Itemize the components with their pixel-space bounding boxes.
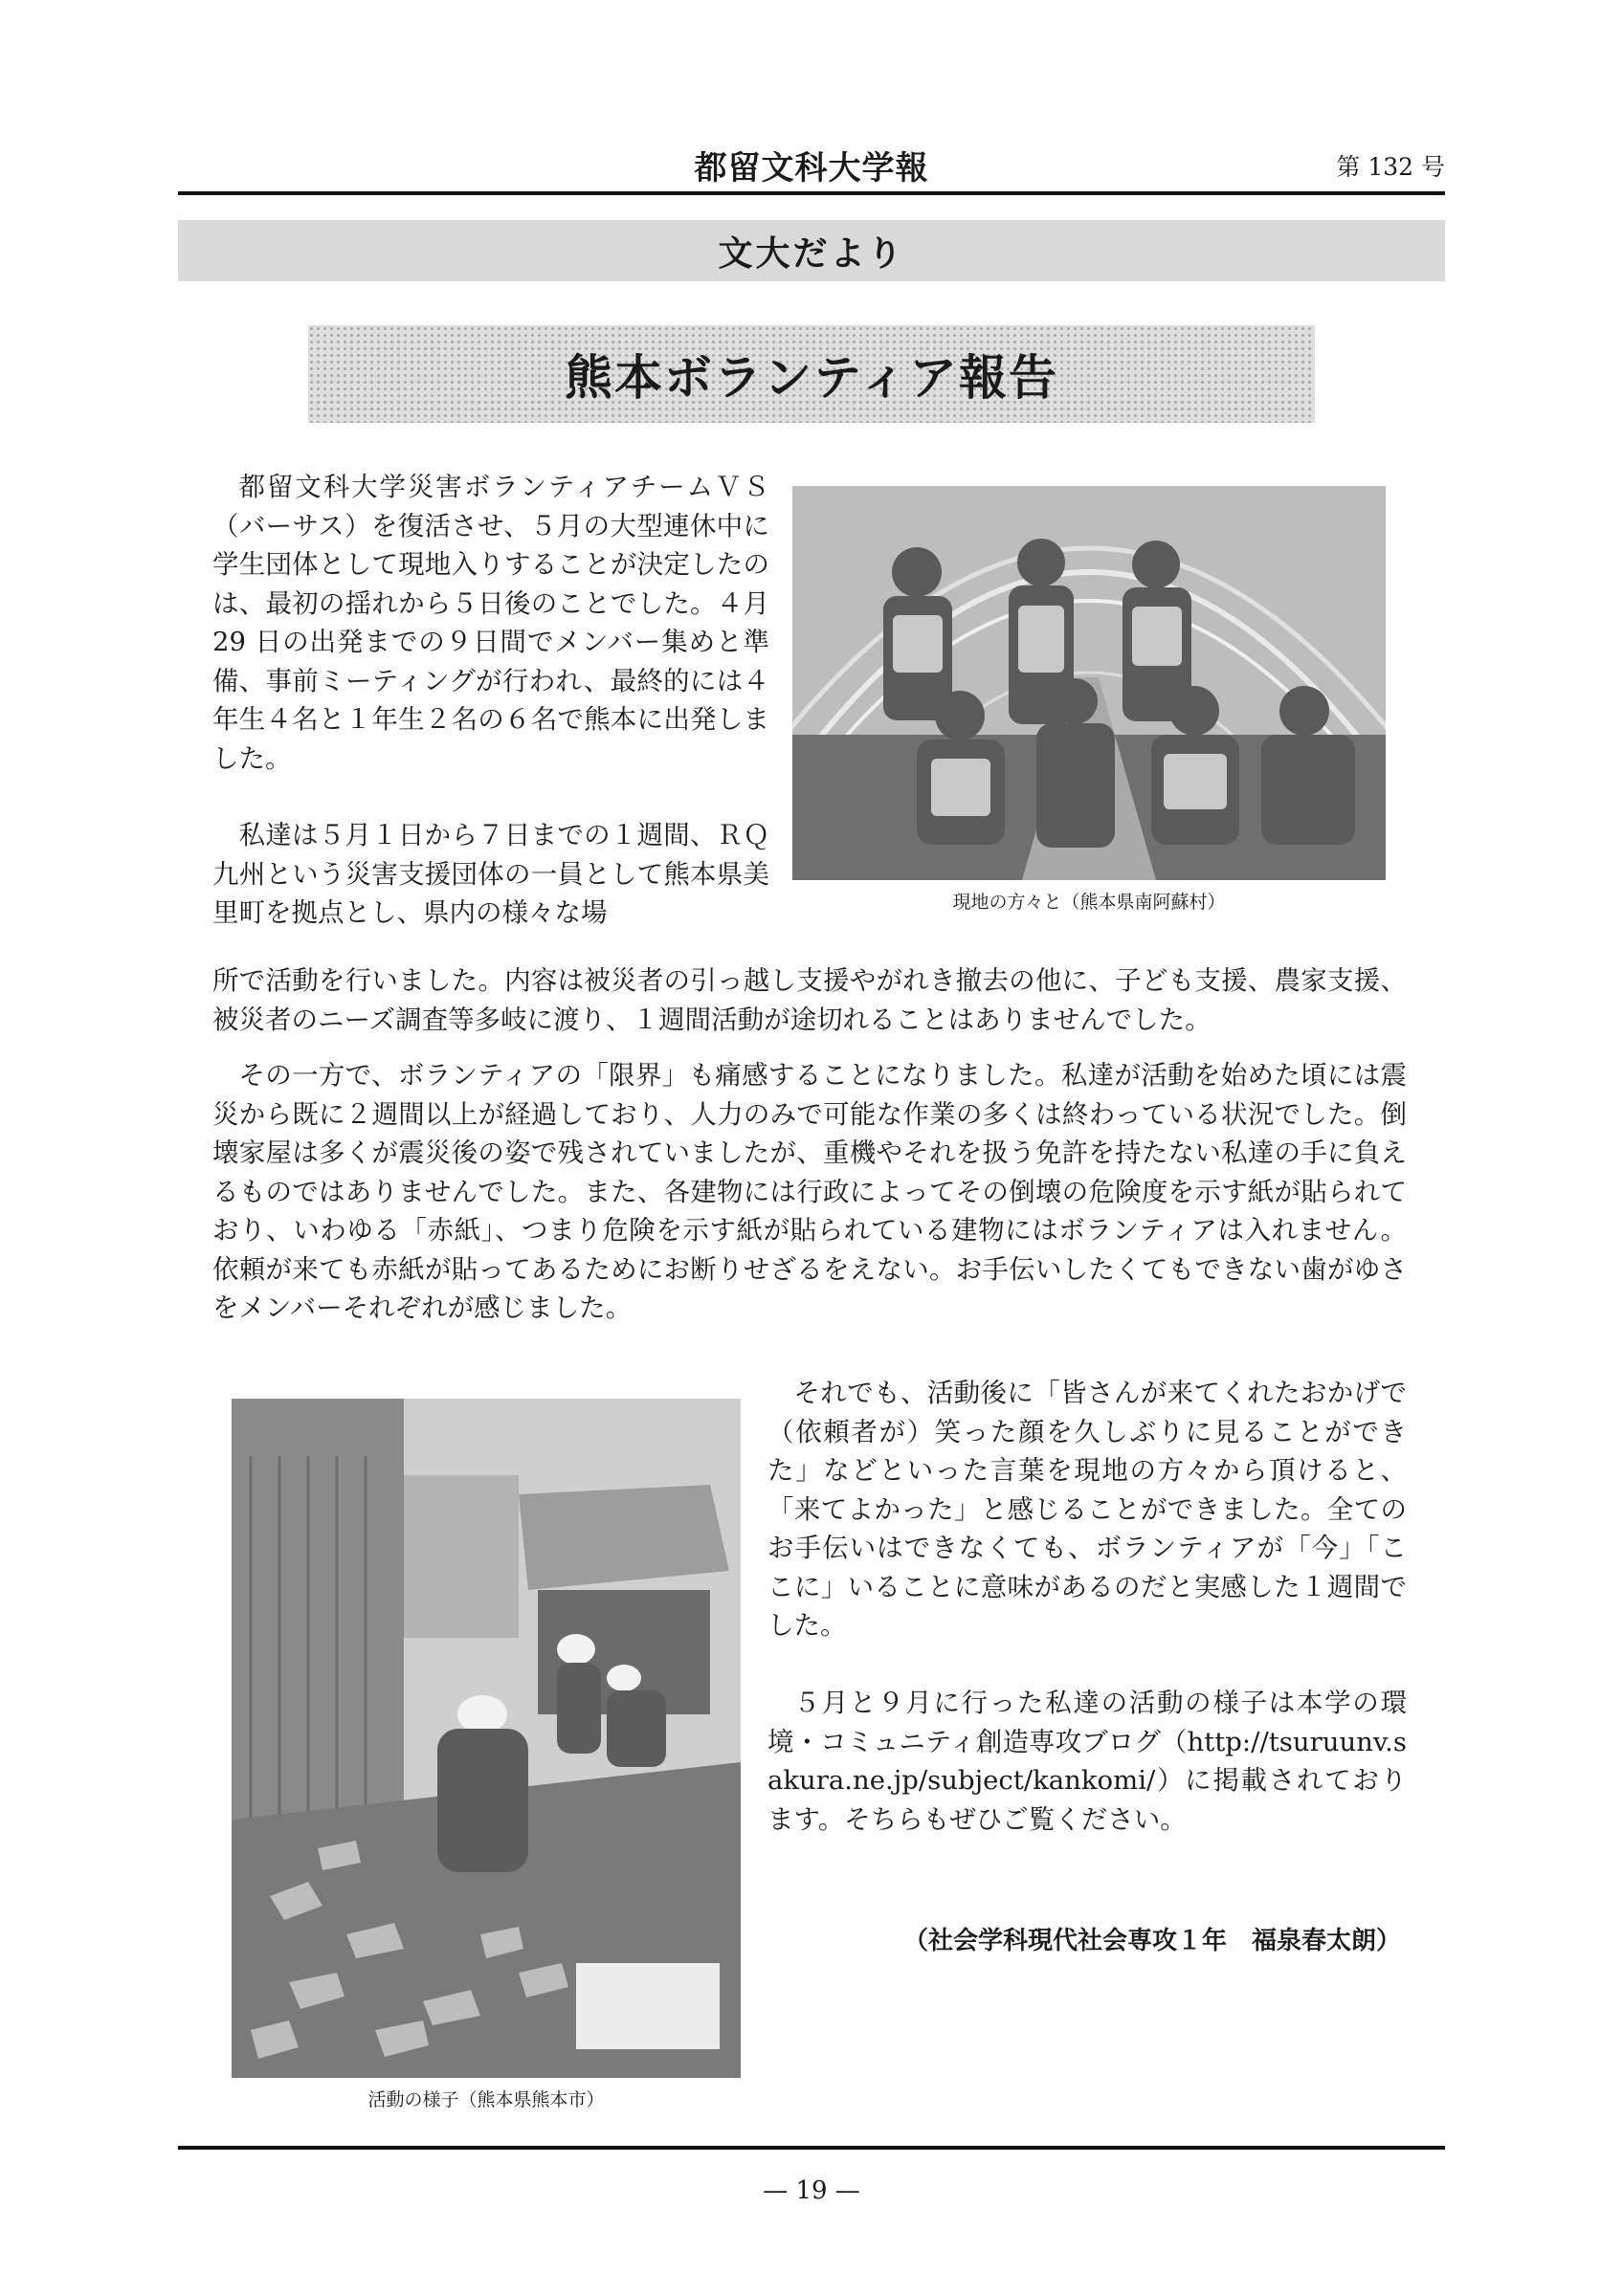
author-credit: （社会学科現代社会専攻１年 福泉春太朗） [902, 1927, 1401, 1955]
article-title-banner [308, 325, 1315, 423]
article-paragraph-5: ５月と９月に行った私達の活動の様子は本学の環境・コミュニティ創造専攻ブログ（http://tsuruunv.sakura.ne.jp/subject/kankomi/）に掲載されております。そちらもぜひご覧ください。 [767, 1688, 1407, 1835]
article-paragraph-3: その一方で、ボランティアの「限界」も痛感することになりました。私達が活動を始めた頃には震災から既に２週間以上が経過しており、人力のみで可能な作業の多くは終わっている状況でした。倒壊家屋は多くが震災後の姿で残されていましたが、重機やそれを扱う免許を持たない私達の手に負えるものではありませんでした。また、各建物には行政によってその倒壊の危険度を示す紙が貼られており、いわゆる「赤紙」、つまり危険を示す紙が貼られている建物にはボランティアは入れません。依頼が来ても赤紙が貼ってあるためにお断りせざるをえない。お手伝いしたくてもできない歯がゆさをメンバーそれぞれが感じました。 [212, 1060, 1407, 1323]
photo-volunteers-group [792, 486, 1386, 880]
photo-rubble-clearing [232, 1399, 741, 2078]
header-rule [178, 191, 1445, 195]
section-title: 文大だより [718, 233, 905, 274]
article-paragraph-2-part-2: 所で活動を行いました。内容は被災者の引っ越し支援やがれき撤去の他に、子ども支援、農家支援、被災者のニーズ調査等多岐に渡り、１週間活動が途切れることはありませんでした。 [212, 965, 1407, 1035]
article-paragraph-1: 都留文科大学災害ボランティアチームＶＳ（バーサス）を復活させ、５月の大型連休中に学生団体として現地入りすることが決定したのは、最初の揺れから５日後のことでした。４月 29 日の出発までの９日間でメンバー集めと準備、事前ミーティングが行われ、最終的には４年生４名と１年生２名の６名で熊本に出発しました。 [212, 472, 769, 774]
article-title: 熊本ボランティア報告 [565, 350, 1058, 406]
greenhouse-group-image [792, 486, 1386, 880]
photo-1-caption: 現地の方々と（熊本県南阿蘇村） [952, 892, 1226, 913]
publication-title: 都留文科大学報 [694, 149, 929, 188]
article-paragraph-2-part-1: 私達は５月１日から７日までの１週間、ＲＱ九州という災害支援団体の一員として熊本県美里町を拠点とし、県内の様々な場 [212, 820, 769, 928]
page-number: — 19 — [763, 2176, 860, 2205]
footer-rule [178, 2146, 1445, 2150]
rubble-work-image [232, 1399, 741, 2078]
photo-2-caption: 活動の様子（熊本県熊本市） [367, 2089, 605, 2110]
article-paragraph-4: それでも、活動後に「皆さんが来てくれたおかげで（依頼者が）笑った顔を久しぶりに見ることができた」などといった言葉を現地の方々から頂けると、「来てよかった」と感じることができました。全てのお手伝いはできなくても、ボランティアが「今」「ここに」いることに意味があるのだと実感した１週間でした。 [767, 1378, 1407, 1641]
issue-number: 第 132 号 [1336, 153, 1445, 181]
section-banner [178, 220, 1445, 281]
